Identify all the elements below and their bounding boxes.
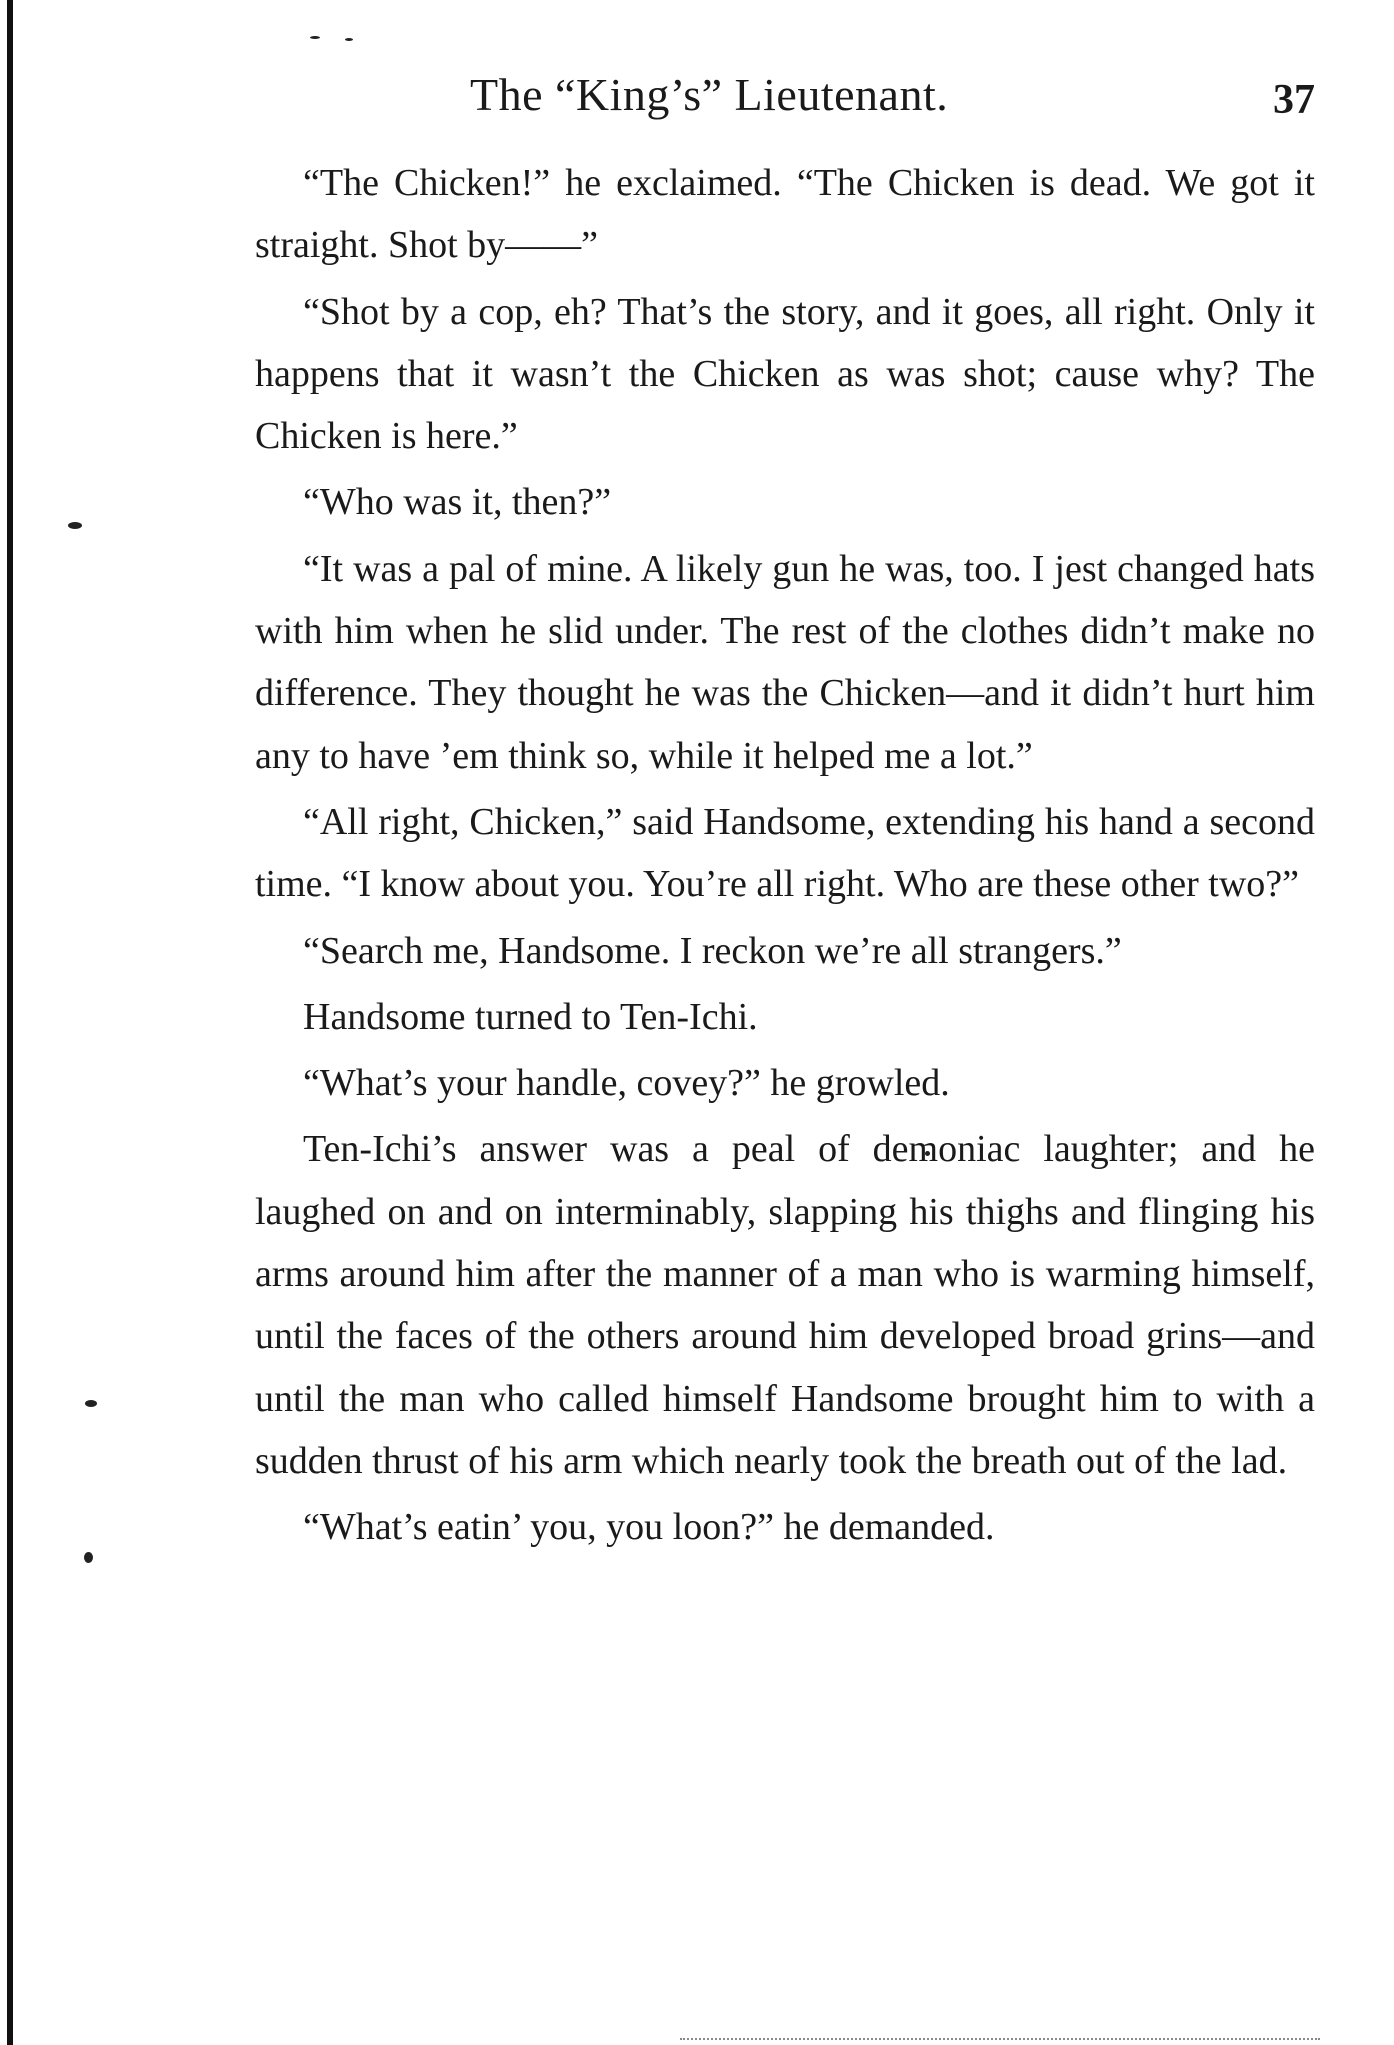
- paragraph: “What’s eatin’ you, you loon?” he demanded.: [303, 1506, 995, 1549]
- paragraph: “What’s your handle, covey?” he growled.: [303, 1062, 950, 1105]
- paragraph: “Search me, Handsome. I reckon we’re all strangers.”: [303, 929, 1122, 972]
- paragraph: “It was a pal of mine. A likely gun he was, too. I jest changed hats with him when he slid under. The rest of the clothes didn’t make no difference. They thought he was the Chicken—and it didn’t hurt him any to have ’em think so, while it helped me a lot.”: [255, 547, 1315, 777]
- ink-speck: [310, 36, 320, 39]
- ink-speck: [68, 522, 82, 529]
- binding-edge: [7, 0, 13, 2045]
- paragraph: “The Chicken!” he exclaimed. “The Chicken is dead. We got it straight. Shot by——”: [255, 162, 1315, 267]
- paragraph: “Shot by a cop, eh? That’s the story, and it goes, all right. Only it happens that it wasn’t the Chicken as was shot; cause why? The Chicken is here.”: [255, 290, 1315, 458]
- ink-speck: [85, 1400, 97, 1407]
- page-header: [255, 60, 1315, 130]
- body-text: [255, 152, 1315, 1563]
- bottom-rule: [680, 2038, 1320, 2042]
- running-title: The “King’s” Lieutenant.: [470, 69, 949, 120]
- ink-speck: [84, 1552, 93, 1563]
- page-number: 37: [1273, 77, 1315, 123]
- paragraph: Handsome turned to Ten-Ichi.: [303, 995, 758, 1038]
- paragraph: Ten-Ichi’s answer was a peal of demoniac laughter; and he laughed on and on interminably, slapping his thighs and flinging his arms around him after the manner of a man who is warming himself, until the faces of the others around him developed broad grins—and until the man who called himself Handsome brought him to with a sudden thrust of his arm which nearly took the breath out of the lad.: [255, 1128, 1315, 1482]
- paragraph: “All right, Chicken,” said Handsome, extending his hand a second time. “I know about you. You’re all right. Who are these other two?”: [255, 800, 1315, 906]
- paragraph: “Who was it, then?”: [303, 481, 612, 524]
- ink-speck: [345, 38, 353, 41]
